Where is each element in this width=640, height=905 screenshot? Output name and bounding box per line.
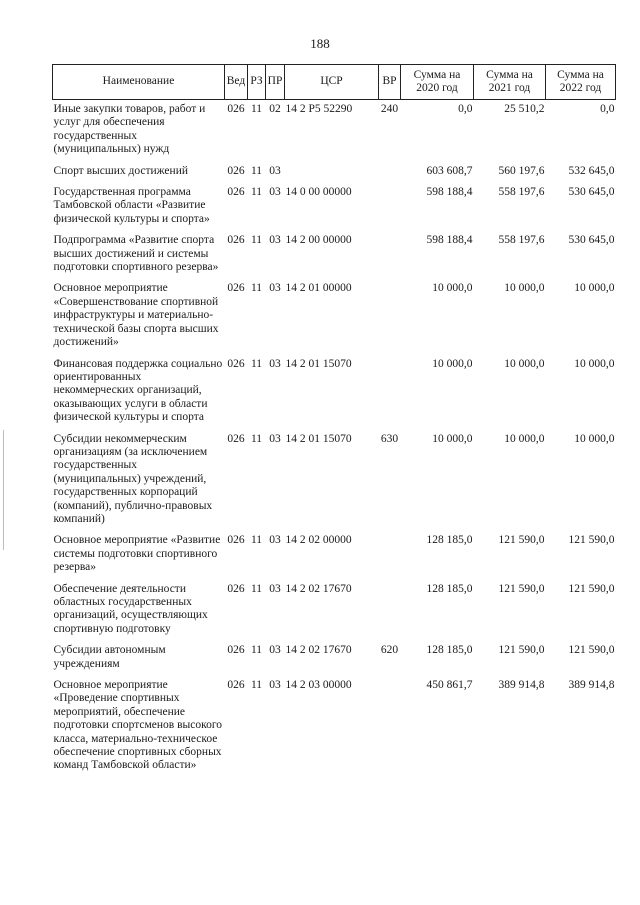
row-sum-2022: 530 645,0 [568, 186, 615, 199]
row-csr: 14 2 02 00000 [285, 534, 352, 547]
row-sum-2022: 121 590,0 [568, 582, 615, 595]
row-sum-2020: 128 185,0 [426, 582, 473, 595]
row-rz: 11 [250, 164, 263, 177]
row-ved: 026 [227, 164, 245, 177]
row-rz: 11 [250, 534, 263, 547]
row-name: Спорт высших достижений [53, 164, 189, 177]
row-sum-2021: 10 000,0 [504, 432, 545, 445]
header-pr: ПР [266, 65, 285, 100]
row-ved: 026 [227, 432, 245, 445]
row-csr: 14 2 00 00000 [285, 234, 352, 247]
row-sum-2020: 128 185,0 [426, 644, 473, 657]
row-vr: 240 [380, 103, 399, 115]
row-vr: 630 [380, 432, 399, 445]
row-sum-2021: 25 510,2 [504, 103, 545, 115]
row-sum-2020: 128 185,0 [426, 534, 473, 547]
row-csr: 14 2 01 15070 [285, 432, 352, 445]
page-number: 188 [310, 36, 330, 51]
row-sum-2020: 10 000,0 [432, 432, 473, 445]
row-csr: 14 0 00 00000 [285, 186, 352, 199]
row-ved: 026 [227, 186, 245, 199]
table-row [53, 231, 616, 279]
row-ved: 026 [227, 534, 245, 547]
table-row [53, 531, 616, 579]
row-vr [379, 355, 401, 430]
header-sum-2020: Сумма на 2020 год [401, 65, 474, 100]
scan-edge-mark [3, 430, 4, 550]
row-pr: 03 [269, 282, 281, 295]
header-sum-2022: Сумма на 2022 год [546, 65, 616, 100]
row-sum-2021: 121 590,0 [498, 582, 545, 595]
row-pr: 03 [269, 644, 281, 657]
header-rz: РЗ [248, 65, 266, 100]
row-name: Субсидии некоммерческим организациям (за исключением государственных (муниципальных) учреждений, государственных корпораций (компаний), публично-правовых компаний) [53, 432, 213, 525]
table-row [53, 430, 616, 532]
header-ved: Вед [225, 65, 248, 100]
row-pr: 02 [269, 103, 281, 115]
row-sum-2022: 0,0 [600, 103, 615, 115]
row-rz: 11 [250, 234, 263, 247]
table-row [53, 183, 616, 231]
row-sum-2021: 10 000,0 [504, 357, 545, 370]
row-vr: 620 [380, 644, 399, 657]
row-ved: 026 [227, 234, 245, 247]
row-sum-2022: 530 645,0 [568, 234, 615, 247]
row-pr: 03 [269, 357, 281, 370]
row-name: Финансовая поддержка социально ориентированных некоммерческих организаций, оказывающих услуги в области физической культуры и спорта [53, 357, 223, 424]
row-rz: 11 [250, 282, 263, 295]
row-sum-2022: 10 000,0 [574, 432, 615, 445]
row-ved: 026 [227, 357, 245, 370]
table-row [53, 676, 616, 778]
row-sum-2022: 10 000,0 [574, 282, 615, 295]
row-pr: 03 [269, 432, 281, 445]
row-pr: 03 [269, 234, 281, 247]
row-sum-2021: 121 590,0 [498, 644, 545, 657]
row-csr: 14 2 P5 52290 [285, 103, 353, 115]
row-sum-2022: 121 590,0 [568, 534, 615, 547]
header-csr: ЦСР [285, 65, 379, 100]
row-rz: 11 [250, 432, 263, 445]
row-pr: 03 [269, 164, 281, 177]
row-name: Субсидии автономным учреждениям [53, 644, 166, 670]
row-csr: 14 2 02 17670 [285, 582, 352, 595]
row-ved: 026 [227, 103, 245, 115]
row-sum-2021: 558 197,6 [498, 186, 545, 199]
row-sum-2021: 560 197,6 [498, 164, 545, 177]
row-sum-2022: 121 590,0 [568, 644, 615, 657]
row-pr: 03 [269, 582, 281, 595]
row-csr: 14 2 01 00000 [285, 282, 352, 295]
table-header-row [53, 65, 616, 100]
row-name: Основное мероприятие «Проведение спортивных мероприятий, обеспечение подготовки спортсменов высокого класса, материально-техническое обеспечение спортивных сборных команд Тамбовской области» [53, 679, 223, 772]
row-sum-2020: 603 608,7 [426, 164, 473, 177]
row-vr [379, 231, 401, 279]
row-rz: 11 [250, 357, 263, 370]
table-row [53, 641, 616, 676]
row-sum-2022: 532 645,0 [568, 164, 615, 177]
row-sum-2020: 10 000,0 [432, 357, 473, 370]
row-rz: 11 [250, 679, 263, 692]
table-row [53, 162, 616, 183]
row-sum-2021: 389 914,8 [498, 679, 545, 692]
header-sum-2021: Сумма на 2021 год [474, 65, 546, 100]
row-name: Обеспечение деятельности областных государственных организаций, осуществляющих спортивную подготовку [53, 582, 208, 635]
row-ved: 026 [227, 282, 245, 295]
row-name: Государственная программа Тамбовской области «Развитие физической культуры и спорта» [53, 186, 210, 225]
row-name: Подпрограмма «Развитие спорта высших достижений и системы подготовки спортивного резерва» [53, 234, 219, 274]
header-vr: ВР [379, 65, 401, 100]
table-row [53, 580, 616, 642]
row-name: Иные закупки товаров, работ и услуг для обеспечения государственных (муниципальных) нужд [53, 103, 206, 156]
row-vr [379, 162, 401, 183]
row-rz: 11 [250, 186, 263, 199]
row-ved: 026 [227, 582, 245, 595]
budget-table [52, 64, 616, 778]
row-sum-2021: 121 590,0 [498, 534, 545, 547]
row-csr: 14 2 02 17670 [285, 644, 352, 657]
row-sum-2020: 598 188,4 [426, 186, 473, 199]
row-csr: 14 2 03 00000 [285, 679, 352, 692]
row-sum-2022: 389 914,8 [568, 679, 615, 692]
row-name: Основное мероприятие «Совершенствование спортивной инфраструктуры и материально-технической базы спорта высших достижений» [53, 282, 219, 349]
row-pr: 03 [269, 679, 281, 692]
row-sum-2021: 10 000,0 [504, 282, 545, 295]
row-sum-2022: 10 000,0 [574, 357, 615, 370]
row-sum-2021: 558 197,6 [498, 234, 545, 247]
row-vr [379, 279, 401, 354]
row-rz: 11 [250, 582, 263, 595]
row-sum-2020: 598 188,4 [426, 234, 473, 247]
row-sum-2020: 10 000,0 [432, 282, 473, 295]
row-vr [379, 531, 401, 579]
row-name: Основное мероприятие «Развитие системы подготовки спортивного резерва» [53, 534, 221, 574]
row-ved: 026 [227, 679, 245, 692]
row-csr [285, 162, 379, 183]
row-pr: 03 [269, 186, 281, 199]
row-rz: 11 [250, 644, 263, 657]
header-name: Наименование [53, 65, 225, 100]
row-csr: 14 2 01 15070 [285, 357, 352, 370]
row-sum-2020: 450 861,7 [426, 679, 473, 692]
table-row [53, 279, 616, 354]
table-row [53, 100, 616, 162]
row-vr [379, 676, 401, 778]
table-body [53, 100, 616, 778]
table-row [53, 355, 616, 430]
row-rz: 11 [250, 103, 263, 115]
row-vr [379, 183, 401, 231]
row-ved: 026 [227, 644, 245, 657]
row-pr: 03 [269, 534, 281, 547]
row-vr [379, 580, 401, 642]
row-sum-2020: 0,0 [458, 103, 473, 115]
